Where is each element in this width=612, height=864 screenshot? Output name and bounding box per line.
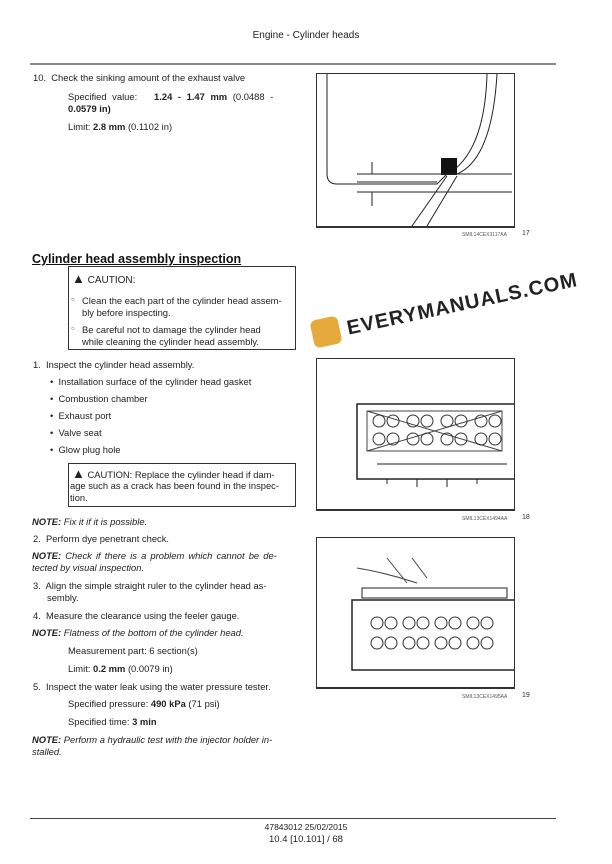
specified-time: Specified time: 3 min bbox=[68, 716, 157, 727]
note-1: NOTE: Fix it if it is possible. bbox=[32, 516, 148, 527]
caution-line: age such as a crack has been found in the inspec- bbox=[70, 480, 279, 491]
figure-valve-sinking bbox=[316, 73, 515, 228]
note-4-cont: stalled. bbox=[32, 746, 62, 757]
step-2: 2. Perform dye penetrant check. bbox=[33, 533, 170, 544]
bullet-item: • Installation surface of the cylinder head gasket bbox=[50, 376, 252, 387]
spec-value-cont: 0.0579 in) bbox=[68, 103, 111, 114]
step-1: 1. Inspect the cylinder head assembly. bbox=[33, 359, 195, 370]
figure-straight-ruler bbox=[316, 537, 515, 689]
note-2-cont: tected by visual inspection. bbox=[32, 562, 145, 573]
bullet-icon: ○ bbox=[71, 297, 75, 303]
caution-item: bly before inspecting. bbox=[82, 307, 171, 318]
step-5: 5. Inspect the water leak using the water pressure tester. bbox=[33, 681, 271, 692]
figure-code: SMIL14CEX3117AA bbox=[462, 232, 507, 238]
header-title: Engine - Cylinder heads bbox=[252, 30, 360, 41]
bullet-item: • Glow plug hole bbox=[50, 444, 121, 455]
step-4: 4. Measure the clearance using the feeler gauge. bbox=[33, 610, 240, 621]
specified-pressure: Specified pressure: 490 kPa (71 psi) bbox=[68, 698, 220, 709]
bullet-item: • Combustion chamber bbox=[50, 393, 148, 404]
step-3: 3. Align the simple straight ruler to the cylinder head as- bbox=[33, 580, 267, 591]
note-4: NOTE: Perform a hydraulic test with the injector holder in- bbox=[32, 734, 273, 745]
step-3-cont: sembly. bbox=[47, 592, 79, 603]
ruler-illustration bbox=[317, 538, 514, 687]
watermark: EVERYMANUALS.COM bbox=[345, 269, 580, 340]
bullet-icon: ○ bbox=[71, 326, 75, 332]
bullet-item: • Exhaust port bbox=[50, 410, 112, 421]
caution-box-2 bbox=[68, 463, 296, 507]
step-10: 10. Check the sinking amount of the exhaust valve bbox=[33, 72, 246, 83]
footer-rule bbox=[30, 818, 556, 819]
caution-line: tion. bbox=[70, 492, 88, 503]
watermark-logo bbox=[309, 315, 342, 348]
caution-item: Clean the each part of the cylinder head assem- bbox=[82, 295, 282, 306]
valve-diagram bbox=[317, 74, 514, 226]
figure-cylinder-head-top bbox=[316, 358, 515, 511]
figure-number: 17 bbox=[522, 230, 530, 237]
warning-icon: ▲ bbox=[72, 466, 85, 481]
caution-item: while cleaning the cylinder head assembly. bbox=[82, 336, 260, 347]
bullet-item: • Valve seat bbox=[50, 427, 102, 438]
figure-code: SMIL13CEX1495AA bbox=[462, 694, 508, 700]
limit: Limit: 2.8 mm (0.1102 in) bbox=[68, 121, 173, 132]
measurement-part: Measurement part: 6 section(s) bbox=[68, 645, 198, 656]
header-rule bbox=[30, 63, 556, 65]
warning-icon: ▲ bbox=[72, 271, 85, 286]
note-3: NOTE: Flatness of the bottom of the cylinder head. bbox=[32, 627, 244, 638]
spec-value: Specified value: 1.24 - 1.47 mm (0.0488 - bbox=[68, 91, 274, 102]
figure-number: 19 bbox=[522, 692, 530, 699]
limit-2: Limit: 0.2 mm (0.0079 in) bbox=[68, 663, 173, 674]
note-2: NOTE: Check if there is a problem which cannot be de- bbox=[32, 550, 277, 561]
section-title: Cylinder head assembly inspection bbox=[32, 252, 242, 266]
footer-page: 10.4 [10.101] / 68 bbox=[269, 834, 343, 845]
caution-line: ▲ CAUTION: Replace the cylinder head if dam- bbox=[72, 466, 275, 481]
figure-number: 18 bbox=[522, 514, 530, 521]
figure-code: SMIL13CEX1494AA bbox=[462, 516, 508, 522]
caution-heading: ▲ CAUTION: bbox=[72, 271, 136, 286]
footer-doc: 47843012 25/02/2015 bbox=[264, 822, 348, 832]
caution-box bbox=[68, 266, 296, 350]
caution-item: Be careful not to damage the cylinder head bbox=[82, 324, 261, 335]
cylinder-head-illustration bbox=[317, 359, 514, 509]
